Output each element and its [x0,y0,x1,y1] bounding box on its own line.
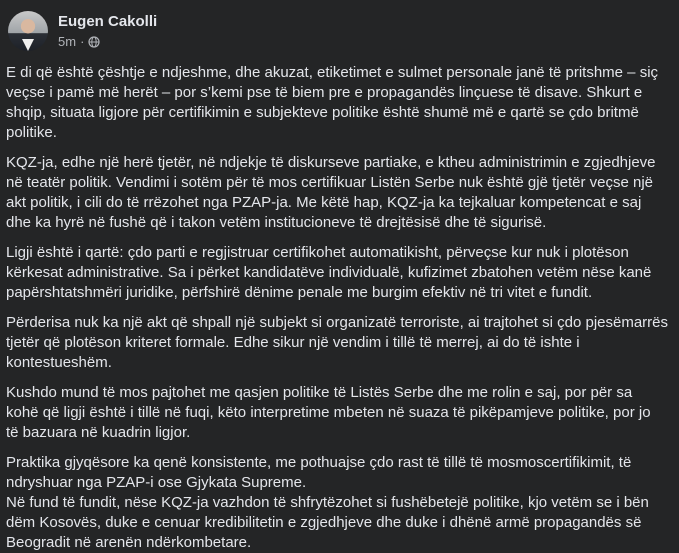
post-paragraph-4: Përderisa nuk ka një akt që shpall një subjekt si organizatë terroriste, ai trajtohet si çdo pjesëmarrës tjetër që plotëson kriteret formale. Edhe sikur një vendim i tillë të merrej, ai do të ishte i kontestueshëm. [6,314,668,371]
globe-icon[interactable] [88,36,100,48]
author-name[interactable]: Eugen Cakolli [58,12,158,30]
post-content [6,63,669,553]
post-meta [58,34,157,50]
author-avatar[interactable] [8,11,48,51]
post-paragraph-2: KQZ-ja, edhe një herë tjetër, në ndjekje të diskurseve partiake, e ktheu administrimin e zgjedhjeve në teatër politik. Vendimi i sotëm për të mos certifikuar Listën Serbe nuk është gjë tjetër veçse një akt politik, i cili do të rrëzohet nga PZAP-ja. Me këtë hap, KQZ-ja ka tejkaluar kompetencat e saj dhe ka hyrë në fushë që i takon vetëm institucioneve të drejtësisë dhe të sigurisë. [6,154,656,231]
post-header [6,0,669,53]
post-paragraph-1: E di që është çështje e ndjeshme, dhe akuzat, etiketimet e sulmet personale janë të pritshme – siç veçse i pamë më herët – por s’kemi pse të biem pre e propagandës linçuese të disave. Shkurt e shqip, situata ligjore për certifikimin e subjekteve politike është shumë më e qartë se çdo britmë politike. [6,64,659,141]
post-paragraph-6: Praktika gjyqësore ka qenë konsistente, me pothuajse çdo rast të tillë të mosmoscertifikimit, të ndryshuar nga PZAP-i ose Gjykata Supreme. Në fund të fundit, nëse KQZ-ja vazhdon të shfrytëzohet si fushëbetejë politike, kjo vetëm se i bën dëm Kosovës, duke e cenuar kredibilitetin e zgjedhjeve dhe duke i dhënë armë propagandës së Beogradit në arenën ndërkombetare. [6,454,649,551]
post-paragraph-5: Kushdo mund të mos pajtohet me qasjen politike të Listës Serbe dhe me rolin e saj, por për sa kohë që ligji është i tillë në fuqi, këto interpretime mbeten në suaza të pikëpamjeve politike, por jo të bazuara në kuadrin ligjor. [6,384,651,441]
post-time[interactable]: 5m [58,33,77,49]
meta-separator: · [80,33,85,49]
post-paragraph-3: Ligji është i qartë: çdo parti e regjistruar certifikohet automatikisht, përveçse kur nuk i plotëson kërkesat administrative. Sa i përket kandidatëve individualë, kufizimet zbatohen vetëm nëse kanë papërshtatshmëri juridike, përfshirë dënime penale me burgim efektiv në tri vitet e fundit. [6,244,652,301]
author-block [58,13,157,50]
